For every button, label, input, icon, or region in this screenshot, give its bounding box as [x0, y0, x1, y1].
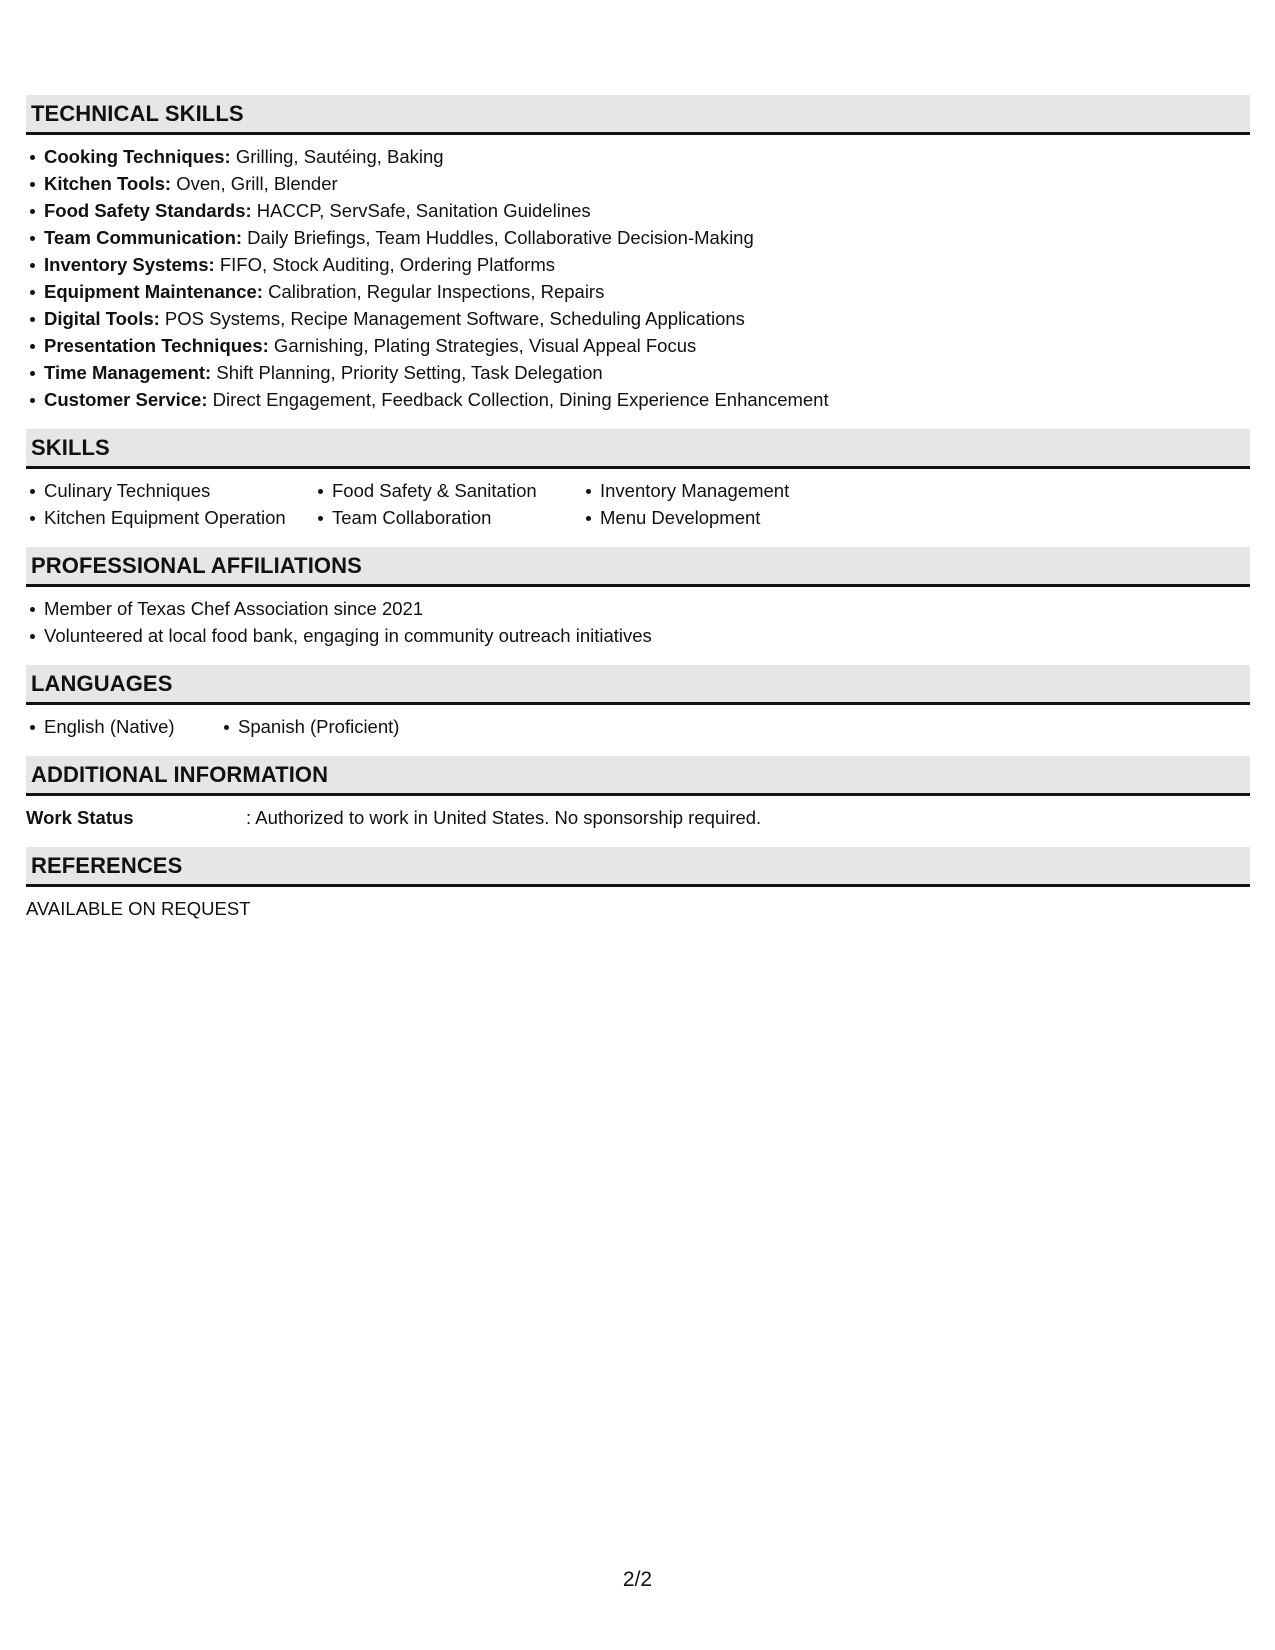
skill-detail: Garnishing, Plating Strategies, Visual Appeal Focus — [268, 335, 697, 356]
languages-section — [26, 665, 1250, 740]
references-section — [26, 847, 1250, 922]
section-heading: LANGUAGES — [26, 665, 1250, 705]
list-item: English (Native) — [44, 713, 220, 740]
list-item — [44, 278, 1250, 305]
affiliations-section — [26, 547, 1250, 649]
skill-term: Presentation Techniques: — [44, 335, 269, 356]
section-heading: ADDITIONAL INFORMATION — [26, 756, 1250, 796]
section-heading: REFERENCES — [26, 847, 1250, 887]
skills-column — [582, 477, 860, 531]
list-item — [44, 143, 1250, 170]
list-item: Team Collaboration — [332, 504, 582, 531]
list-item — [44, 224, 1250, 251]
skill-term: Time Management: — [44, 362, 212, 383]
list-item: Kitchen Equipment Operation — [44, 504, 314, 531]
affiliations-list — [26, 595, 1250, 649]
list-item: Food Safety & Sanitation — [332, 477, 582, 504]
skill-detail: Grilling, Sautéing, Baking — [230, 146, 444, 167]
skill-detail: Calibration, Regular Inspections, Repairs — [262, 281, 605, 302]
languages-column — [220, 713, 399, 740]
skill-detail: Daily Briefings, Team Huddles, Collaborative Decision-Making — [242, 227, 754, 248]
list-item — [44, 386, 1250, 413]
skill-term: Customer Service: — [44, 389, 208, 410]
list-item — [44, 332, 1250, 359]
list-item: Volunteered at local food bank, engaging in community outreach initiatives — [44, 622, 1250, 649]
section-heading: SKILLS — [26, 429, 1250, 469]
skills-column — [26, 477, 314, 531]
resume-page — [26, 95, 1250, 938]
work-status-label: Work Status — [26, 807, 134, 828]
section-heading: TECHNICAL SKILLS — [26, 95, 1250, 135]
skills-section — [26, 429, 1250, 531]
skill-term: Digital Tools: — [44, 308, 160, 329]
work-status-value: : Authorized to work in United States. No sponsorship required. — [246, 807, 762, 828]
skill-term: Food Safety Standards: — [44, 200, 252, 221]
skill-detail: POS Systems, Recipe Management Software, Scheduling Applications — [159, 308, 745, 329]
languages-column — [26, 713, 220, 740]
list-item — [44, 170, 1250, 197]
list-item: Culinary Techniques — [44, 477, 314, 504]
list-item: Menu Development — [600, 504, 860, 531]
list-item — [44, 197, 1250, 224]
list-item — [44, 251, 1250, 278]
list-item: Inventory Management — [600, 477, 860, 504]
skill-term: Equipment Maintenance: — [44, 281, 263, 302]
languages-row — [26, 713, 1250, 740]
skill-detail: Direct Engagement, Feedback Collection, Dining Experience Enhancement — [207, 389, 829, 410]
technical-skills-section — [26, 95, 1250, 413]
skills-grid — [26, 477, 1250, 531]
list-item: Spanish (Proficient) — [238, 713, 399, 740]
skill-term: Kitchen Tools: — [44, 173, 172, 194]
skill-detail: Oven, Grill, Blender — [171, 173, 338, 194]
skills-column — [314, 477, 582, 531]
work-status-row — [26, 804, 1250, 831]
list-item — [44, 305, 1250, 332]
skill-term: Inventory Systems: — [44, 254, 215, 275]
section-heading: PROFESSIONAL AFFILIATIONS — [26, 547, 1250, 587]
page-number: 2/2 — [622, 1568, 653, 1591]
skill-term: Team Communication: — [44, 227, 243, 248]
skill-detail: FIFO, Stock Auditing, Ordering Platforms — [214, 254, 556, 275]
additional-info-section — [26, 756, 1250, 831]
list-item: Member of Texas Chef Association since 2021 — [44, 595, 1250, 622]
skill-detail: HACCP, ServSafe, Sanitation Guidelines — [251, 200, 591, 221]
technical-skills-list — [26, 143, 1250, 413]
references-text: AVAILABLE ON REQUEST — [26, 898, 251, 919]
skill-detail: Shift Planning, Priority Setting, Task Delegation — [211, 362, 603, 383]
list-item — [44, 359, 1250, 386]
skill-term: Cooking Techniques: — [44, 146, 231, 167]
